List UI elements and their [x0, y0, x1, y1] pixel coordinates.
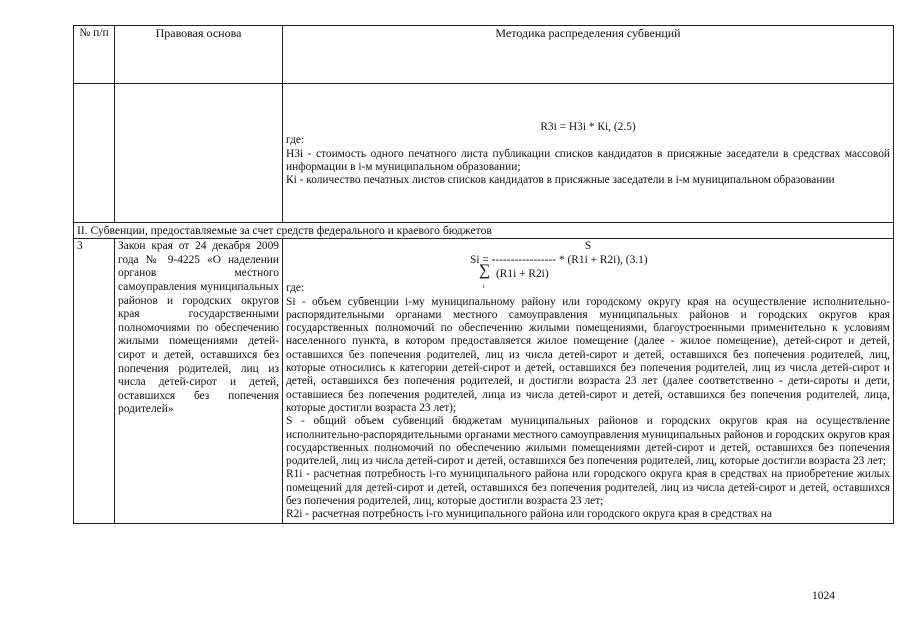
section-header-row [74, 223, 894, 239]
formula-denominator: (R1i + R2i) [496, 268, 549, 281]
where-label: где: [286, 282, 305, 295]
header-legal-basis: Правовая основа [115, 26, 283, 84]
table-row-3 [74, 239, 894, 523]
formula-2-5: R3i = Н3i * Кi, (2.5) [540, 121, 636, 133]
row-number: 3 [74, 239, 115, 523]
method-cell [283, 84, 894, 223]
definition-s: S - общий объем субвенций бюджетам муниципальных районов и городских округов края на осуществление исполнительно-распорядительными органами местного самоуправления муниципальных районов и городских округов края государственных полномочий по обеспечению жилыми помещениями детей-сирот и детей, оставшихся без попечения родителей, лиц из числа детей-сирот и детей, оставшихся без попечения родителей, лиц, которые достигли возраста 23 лет; [286, 415, 890, 468]
page-number: 1024 [812, 590, 835, 602]
where-label: где: [286, 134, 305, 147]
table-header-row [74, 26, 894, 84]
definition-ki: Кi - количество печатных листов списков кандидатов в присяжные заседатели в i-м муниципальном образовании [286, 174, 835, 187]
formula-numerator: S [584, 240, 592, 253]
header-method: Методика распределения субвенций [283, 26, 894, 84]
sigma-index: i [483, 284, 485, 291]
section-title: II. Субвенции, предоставляемые за счет средств федерального и краевого бюджетов [74, 223, 894, 239]
subsidy-table [73, 25, 894, 524]
definition-h3i: Н3i - стоимость одного печатного листа публикации списков кандидатов в присяжные заседатели в средствах массовой информации в i-м муниципальном образовании; [286, 147, 890, 173]
sigma-symbol: ∑ [479, 262, 491, 280]
table-row-previous [74, 84, 894, 223]
legal-basis-cell: Закон края от 24 декабря 2009 года № 9-4225 «О наделении органов местного самоуправления муниципальных районов и городских округов края государственными полномочиями по обеспечению жилыми помещениями детей-сирот и детей, оставшихся без попечения родителей, лиц из числа детей-сирот и детей, оставшихся без попечения родителей» [115, 239, 283, 523]
definition-r2i: R2i - расчетная потребность i-го муниципального района или городского округа края в средствах на [286, 508, 772, 521]
definition-si: Si - объем субвенции i-му муниципальному району или городскому округу края на осуществление исполнительно-распорядительными органами местного самоуправления муниципальных районов и городских округов края государственных полномочий по обеспечению жилыми помещениями, благоустроенными применительно к условиям населенного пункта, в котором предоставляется жилое помещение (далее - жилое помещение), детей-сирот и детей, оставшихся без попечения родителей, лиц из числа детей-сирот и детей, оставшихся без попечения родителей, лиц, которые относились к категории детей-сирот и детей, оставшихся без попечения родителей, лиц из числа детей-сирот и детей, оставшихся без попечения родителей, и достигли возраста 23 лет (далее соответственно - дети-сироты и дети, оставшиеся без попечения родителей, лица из числа детей-сирот и детей, оставшихся без попечения родителей, лица, которые достигли возраста 23 лет); [286, 295, 890, 414]
method-cell [283, 239, 894, 523]
definition-r1i: R1i - расчетная потребность i-го муниципального района или городского округа края в средствах на приобретение жилых помещений для детей-сирот и детей, оставшихся без попечения родителей, лиц из числа детей-сирот и детей, оставшихся без попечения родителей, лиц, которые достигли возраста 23 лет; [286, 468, 890, 508]
formula-body: Si = ----------------- * (R1i + R2i), (3.1) [470, 254, 648, 267]
header-number: № п/п [74, 26, 115, 84]
